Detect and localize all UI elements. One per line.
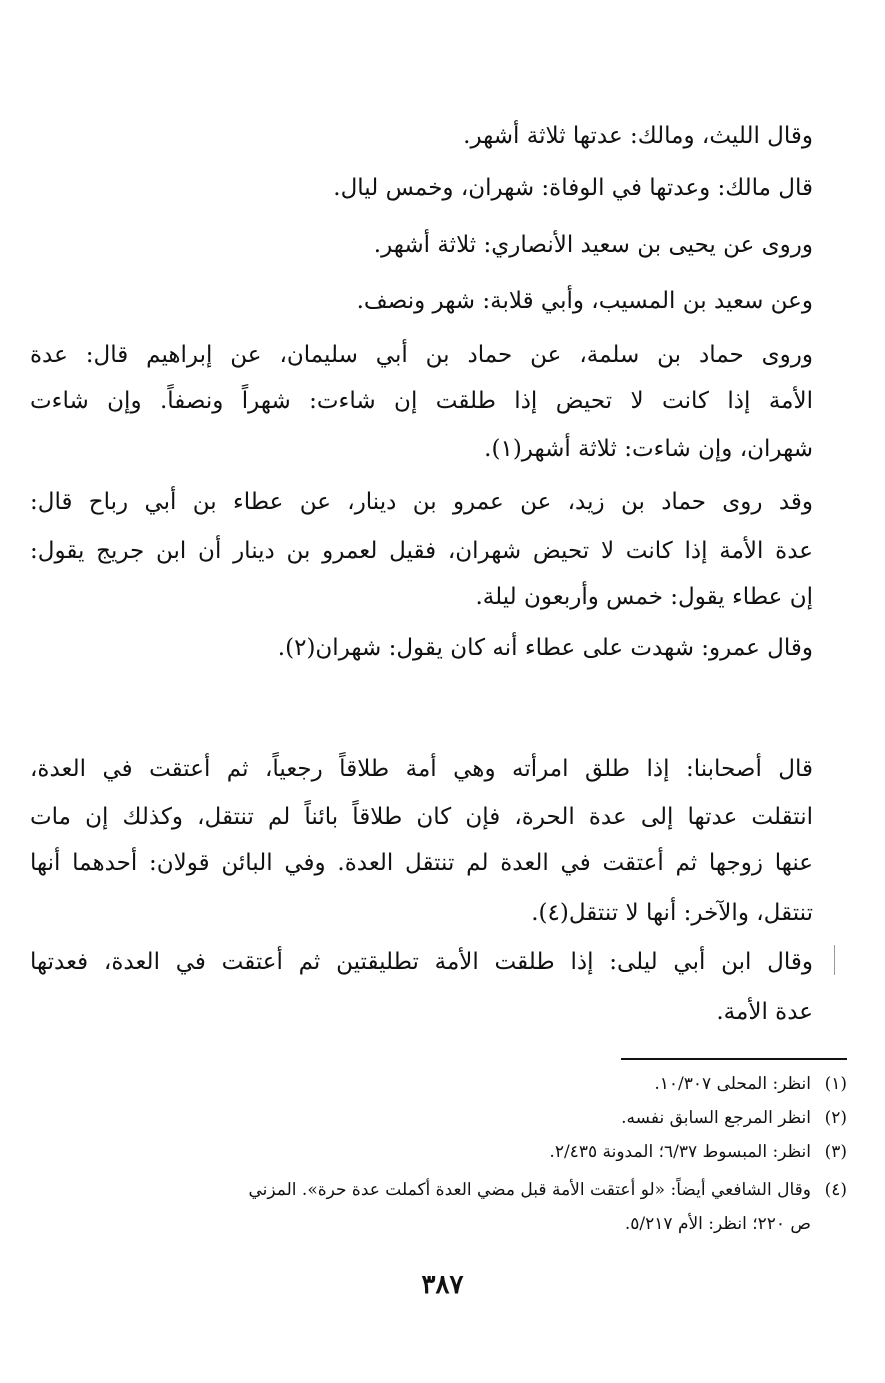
footnote-number: (٣) [824,1142,847,1162]
text-line: وقد روى حماد بن زيد، عن عمرو بن دينار، عن عطاء بن أبي رباح قال: [30,489,813,515]
text-line: تنتقل، والآخر: أنها لا تنتقل(٤). [531,900,813,926]
text-line: عدة الأمة إذا كانت لا تحيض شهران، فقيل لعمرو بن دينار أن ابن جريج يقول: [30,538,813,564]
text-line: عدة الأمة. [716,999,813,1025]
text-line: وروى عن يحيى بن سعيد الأنصاري: ثلاثة أشهر. [373,232,813,258]
footnote-text: انظر: المبسوط ٦/٣٧؛ المدونة ٢/٤٣٥. [549,1142,811,1162]
text-line: وقال ابن أبي ليلى: إذا طلقت الأمة تطليقتين ثم أعتقت في العدة، فعدتها [30,949,813,975]
footnote-text: وقال الشافعي أيضاً: «لو أعتقت الأمة قبل مضي العدة أكملت عدة حرة». المزني [248,1180,811,1200]
text-line: قال مالك: وعدتها في الوفاة: شهران، وخمس ليال. [333,175,813,201]
text-line: انتقلت عدتها إلى عدة الحرة، فإن كان طلاقاً بائناً لم تنتقل، وكذلك إن مات [30,804,813,830]
text-line: وروى حماد بن سلمة، عن حماد بن أبي سليمان، عن إبراهيم قال: عدة [30,342,813,368]
footnote-number: (١) [824,1074,847,1094]
footnote-text: انظر: المحلى ١٠/٣٠٧. [654,1074,811,1094]
footnote [40,1106,847,1130]
text-line: وقال عمرو: شهدت على عطاء أنه كان يقول: شهران(٢). [277,635,813,661]
text-line: شهران، وإن شاءت: ثلاثة أشهر(١). [484,436,813,462]
footnote-continuation: ص ٢٢٠؛ انظر: الأم ٥/٢١٧. [624,1214,811,1234]
footnote-text: انظر المرجع السابق نفسه. [621,1108,811,1128]
text-line: وقال الليث، ومالك: عدتها ثلاثة أشهر. [463,123,813,149]
text-line: عنها زوجها ثم أعتقت في العدة لم تنتقل العدة. وفي البائن قولان: أحدهما أنها [30,850,813,876]
text-line: وعن سعيد بن المسيب، وأبي قلابة: شهر ونصف. [356,288,813,314]
footnote [40,1178,847,1202]
text-line: إن عطاء يقول: خمس وأربعون ليلة. [475,584,813,610]
footnote-separator [621,1058,847,1060]
footnote [40,1140,847,1164]
margin-mark [834,945,835,975]
footnote [40,1072,847,1096]
page-number: ٣٨٧ [421,1270,464,1300]
footnote-number: (٤) [824,1180,847,1200]
text-line: قال أصحابنا: إذا طلق امرأته وهي أمة طلاقاً رجعياً، ثم أعتقت في العدة، [30,756,813,782]
text-line: الأمة إذا كانت لا تحيض إذا طلقت إن شاءت: شهراً ونصفاً. وإن شاءت [30,388,813,414]
footnote-number: (٢) [824,1108,847,1128]
